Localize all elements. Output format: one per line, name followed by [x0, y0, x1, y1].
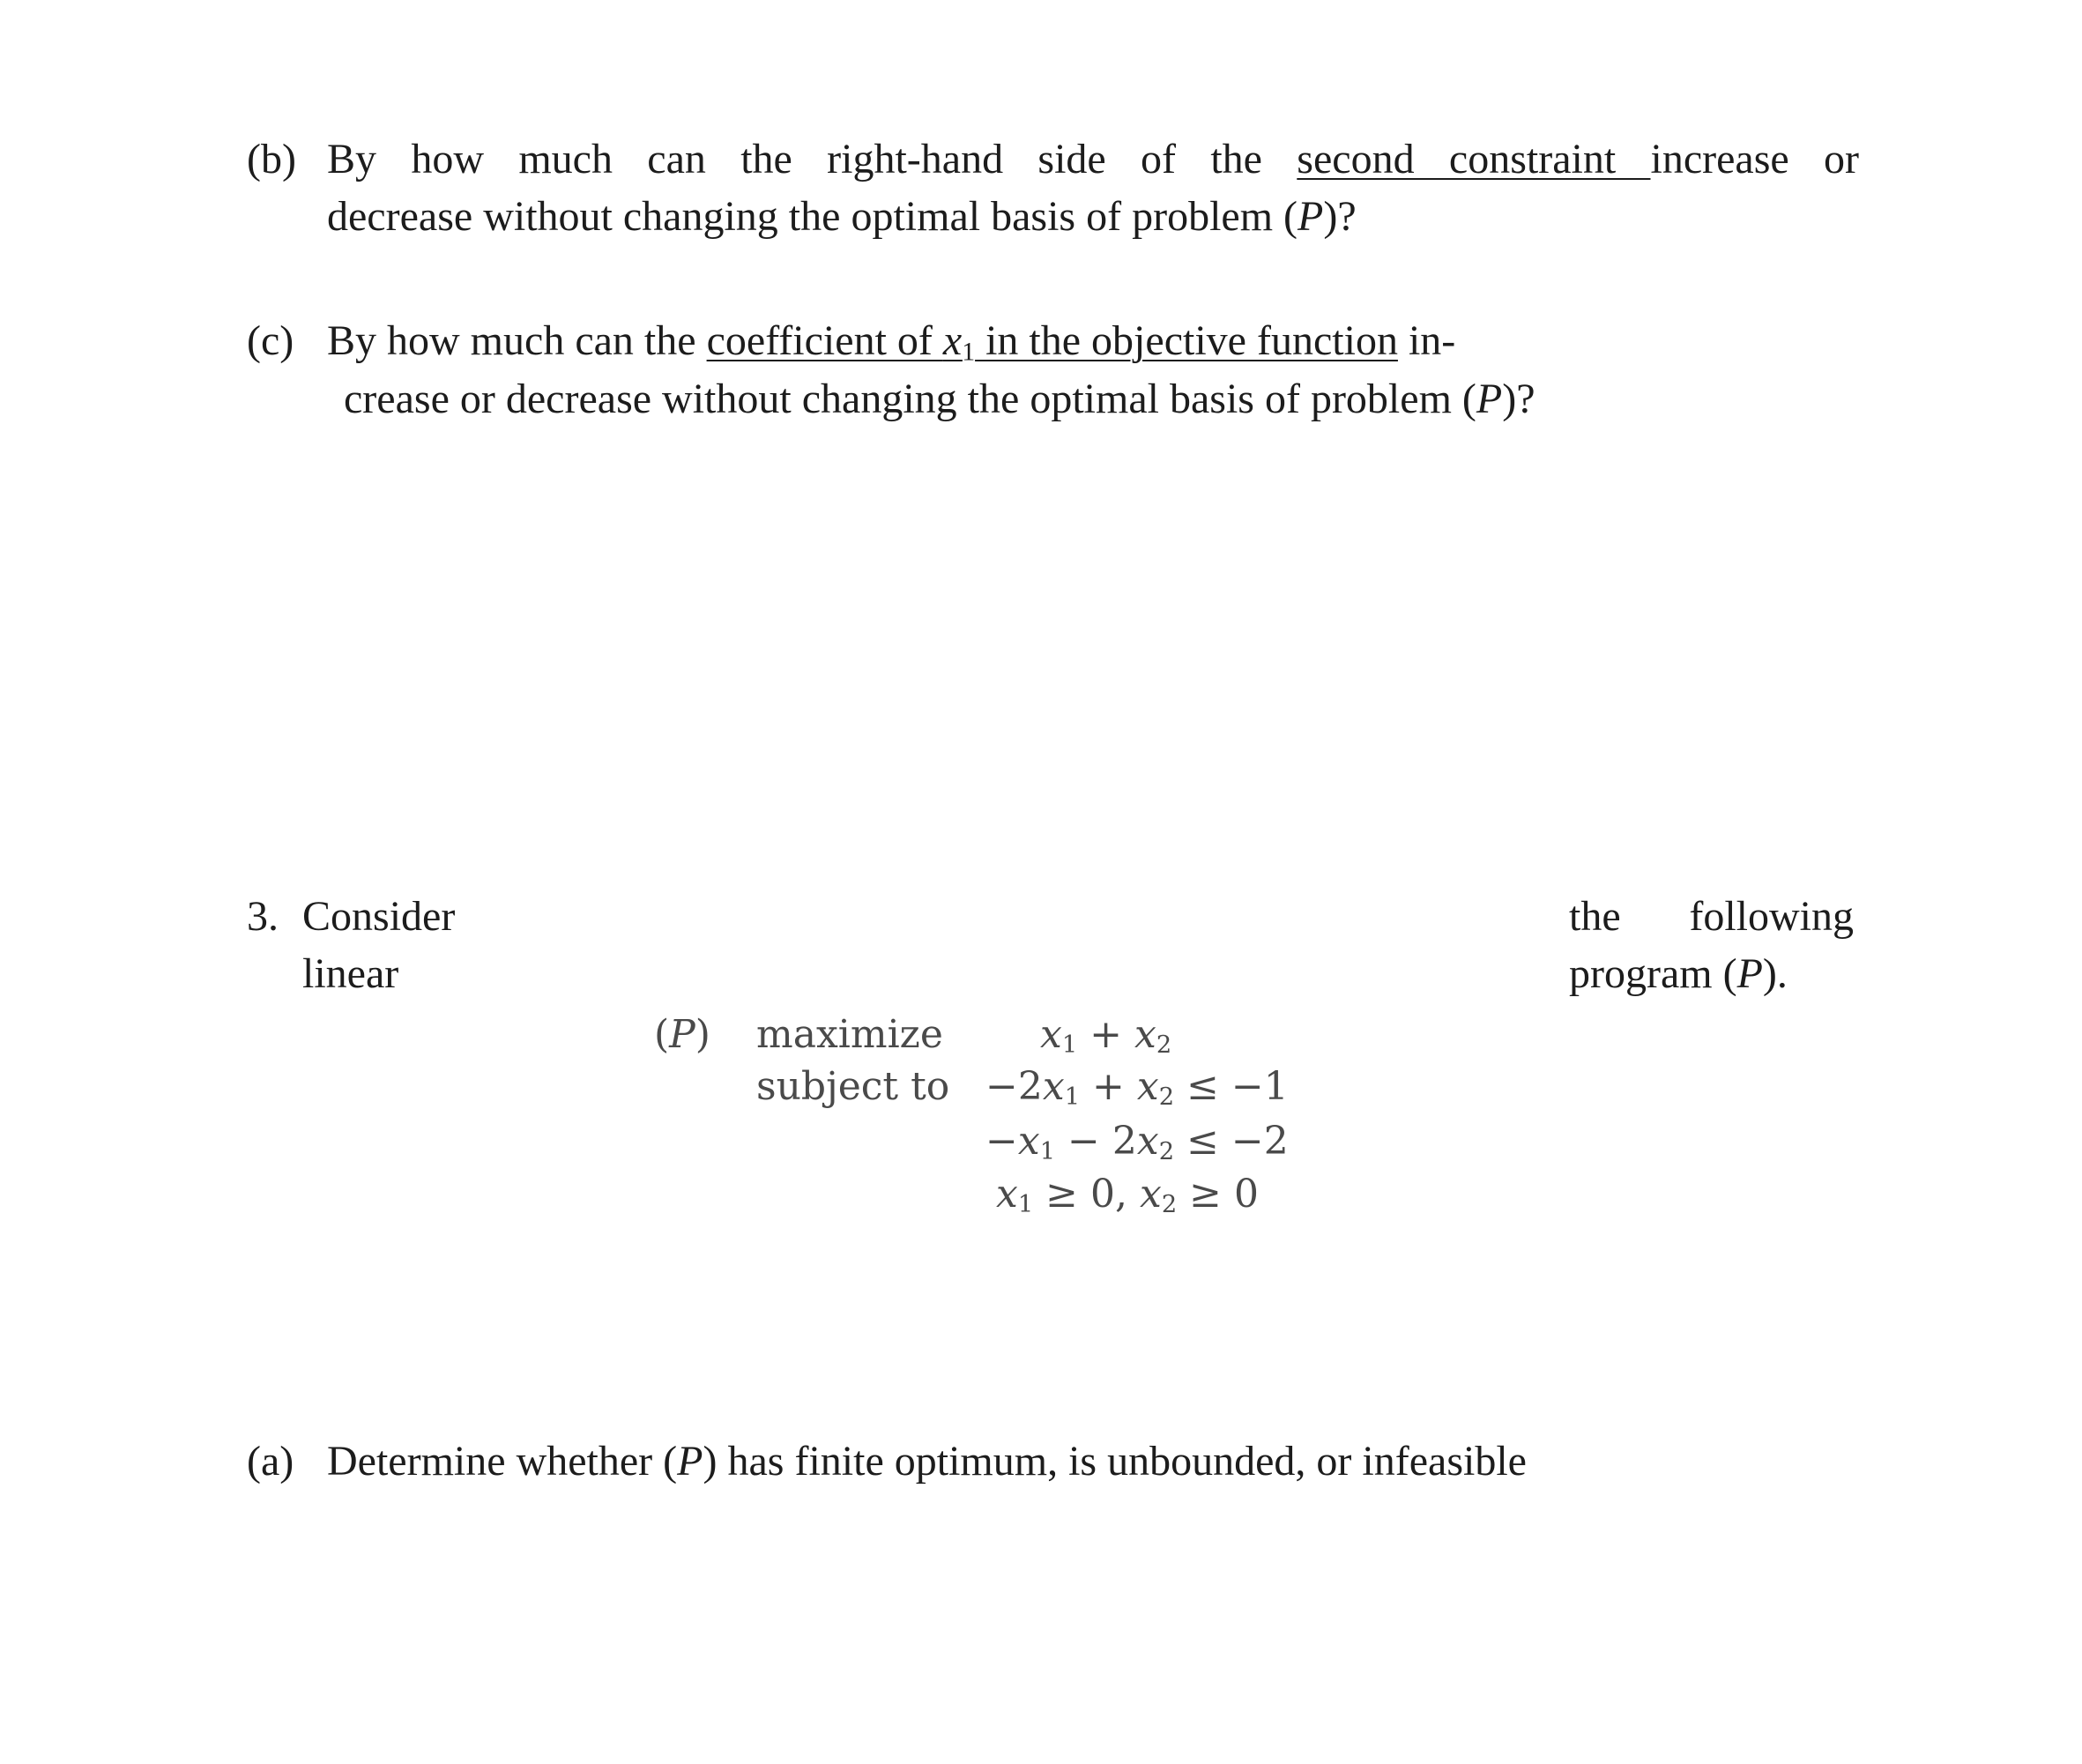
lp-constraint-2: $-x_1 - 2x_2 \le -2$ [985, 1119, 1289, 1165]
part-c-label: (c) [247, 317, 294, 364]
coefficient-underlined: coefficient of $x_1$ in the objective function [706, 317, 1398, 367]
lp-objective: $x_1 + x_2$ [1040, 1012, 1172, 1059]
q3-number: 3. [247, 893, 279, 940]
second-constraint-underlined: second constraint [1297, 136, 1651, 182]
lp-name: (P) [654, 1012, 710, 1057]
part-c-line-1: By how much can the coefficient of $x_1$ in the objective function in- [327, 317, 1456, 367]
part-a-text: Determine whether (P) has finite optimum, is unbounded, or infeasible [327, 1438, 1527, 1485]
part-b-line-1: By how much can the right-hand side of the second constraint increase or [327, 136, 1860, 182]
lp-nonnegativity: $x_1 \ge 0$, $x_2 \ge 0$ [996, 1172, 1260, 1218]
q3-consider: Consider [302, 893, 456, 940]
part-c-line-2: crease or decrease without changing the optimal basis of problem (P)? [344, 376, 1535, 422]
lp-subject-to-label: subject to [756, 1064, 950, 1109]
q3-the-following: the following [1569, 893, 1854, 940]
part-b-label: (b) [247, 136, 296, 182]
q3-program: program (P). [1569, 950, 1788, 997]
q3-linear: linear [302, 950, 399, 997]
lp-constraint-1: $-2x_1 + x_2 \le -1$ [985, 1064, 1289, 1111]
part-a-label: (a) [247, 1438, 294, 1485]
part-b-line-2: decrease without changing the optimal basis of problem (P)? [327, 193, 1357, 240]
lp-maximize-label: maximize [756, 1012, 943, 1057]
